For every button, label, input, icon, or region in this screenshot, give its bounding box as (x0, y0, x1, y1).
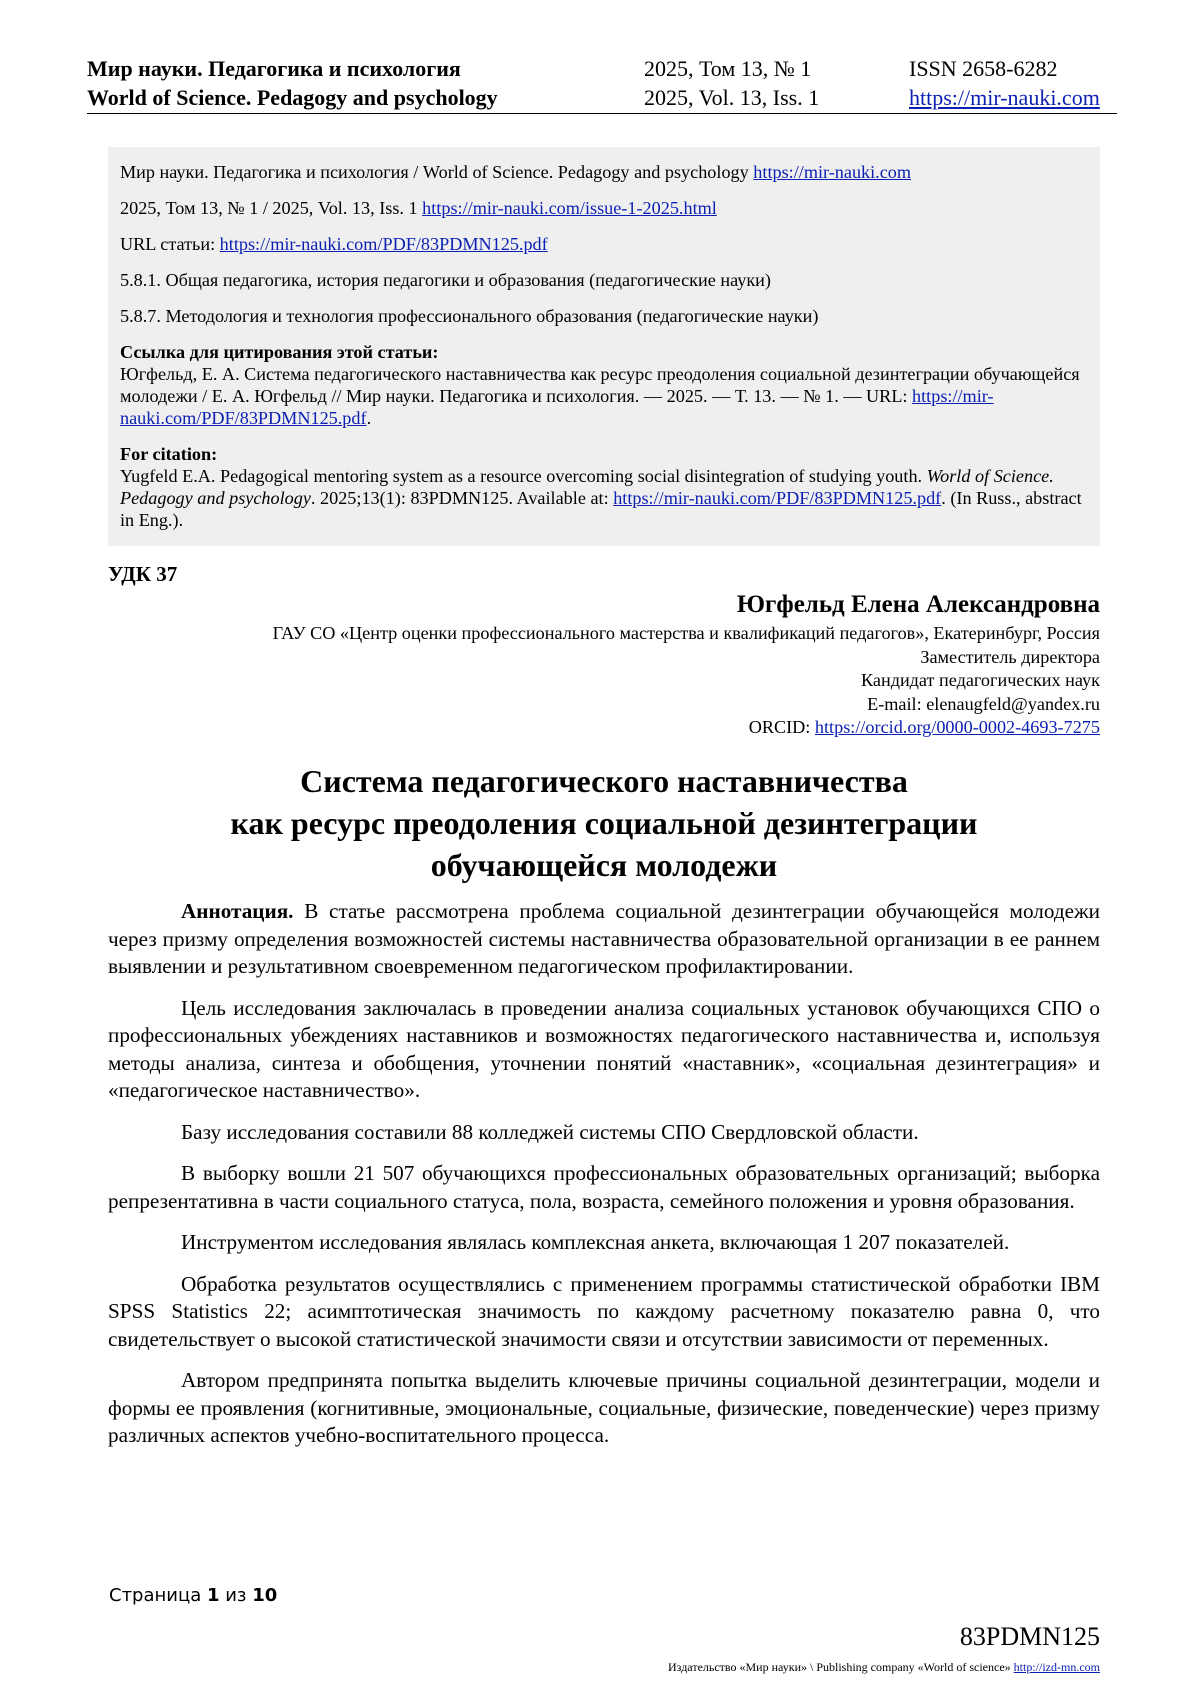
abstract-label: Аннотация. (181, 899, 294, 923)
citation-ru-label: Ссылка для цитирования этой статьи: (120, 342, 439, 362)
author-degree: Кандидат педагогических наук (861, 670, 1100, 690)
author-orcid: ORCID: https://orcid.org/0000-0002-4693-7275 (748, 717, 1100, 737)
issue-ru: 2025, Том 13, № 1 (644, 56, 812, 81)
article-id: 83PDMN125 (959, 1622, 1100, 1651)
issn: ISSN 2658-6282 (909, 56, 1058, 81)
info-journal-line: Мир науки. Педагогика и психология / World of Science. Pedagogy and psychology https://mir-nauki.com (120, 162, 912, 182)
citation-ru: Ссылка для цитирования этой статьи: Югфельд, Е. А. Система педагогического наставничества как ресурс преодоления социальной дезинтеграции обучающейся молодежи / Е. А. Югфельд // Мир науки. Педагогика и психология. — 2025. — Т. 13. — № 1. — URL: https://mir-nauki.com/PDF/83PDMN125.pdf. (120, 341, 1088, 429)
abstract-paragraph: Цель исследования заключалась в проведении анализа социальных установок обучающихся СПО о профессиональных убеждениях наставников и возможностях педагогического наставничества и, используя методы анализа, синтеза и обобщения, уточнении понятий «наставник», «социальная дезинтеграция» и «педагогическое наставничество». (108, 995, 1100, 1102)
author-affiliation: ГАУ СО «Центр оценки профессионального мастерства и квалификаций педагогов», Екатеринбург, Россия (272, 623, 1100, 643)
author-position: Заместитель директора (920, 646, 1100, 667)
journal-site-link[interactable]: https://mir-nauki.com (909, 85, 1100, 110)
citation-en-text: Yugfeld E.A. Pedagogical mentoring system as a resource overcoming social disintegration of studying youth. (120, 466, 927, 486)
info-article-url-link[interactable]: https://mir-nauki.com/PDF/83PDMN125.pdf (219, 234, 548, 254)
info-journal-link[interactable]: https://mir-nauki.com (753, 162, 912, 182)
citation-en: For citation: Yugfeld E.A. Pedagogical mentoring system as a resource overcoming social disintegration of studying youth. World of Science. Pedagogy and psychology. 2025;13(1): 83PDMN125. Available at: https://mir-nauki.com/PDF/83PDMN125.pdf. (In Russ., abstract in Eng.). (120, 443, 1088, 531)
abstract-paragraph: Автором предпринята попытка выделить ключевые причины социальной дезинтеграции, модели и формы ее проявления (когнитивные, эмоциональные, социальные, физические, поведенческие) через призму различных аспектов учебно-воспитательного процесса. (108, 1368, 1100, 1447)
udk-code: УДК 37 (108, 562, 178, 586)
abstract-paragraph: Аннотация. В статье рассмотрена проблема социальной дезинтеграции обучающейся молодежи через призму определения возможностей системы наставничества образовательной организации в ее раннем выявлении и результативном своевременном педагогическом профилактировании. (108, 899, 1100, 978)
info-url-line: URL статьи: https://mir-nauki.com/PDF/83PDMN125.pdf (120, 234, 548, 254)
abstract-paragraph: Базу исследования составили 88 колледжей системы СПО Свердловской области. (181, 1119, 919, 1144)
citation-ru-text: Югфельд, Е. А. Система педагогического наставничества как ресурс преодоления социальной дезинтеграции обучающейся молодежи / Е. А. Югфельд // Мир науки. Педагогика и психология. — 2025. — Т. 13. — № 1. — URL: (120, 364, 1080, 406)
orcid-link[interactable]: https://orcid.org/0000-0002-4693-7275 (814, 717, 1100, 737)
citation-en-label: For citation: (120, 444, 218, 464)
author-name: Югфельд Елена Александровна (736, 591, 1100, 618)
running-header (87, 54, 1117, 112)
info-specialty-1: 5.8.1. Общая педагогика, история педагогики и образования (педагогические науки) (120, 270, 771, 290)
citation-ru-link[interactable]: https://mir-nauki.com/PDF/83PDMN125.pdf (120, 386, 994, 428)
abstract-paragraph: Инструментом исследования являлась комплексная анкета, включающая 1 207 показателей. (181, 1230, 1010, 1254)
page-number: Страница 1 из 10 (109, 1585, 278, 1606)
journal-title-ru: Мир науки. Педагогика и психология (87, 56, 461, 81)
citation-info-box (108, 147, 1100, 546)
publisher-link[interactable]: http://izd-mn.com (1013, 1660, 1100, 1674)
author-block (100, 588, 1100, 740)
journal-title-en: World of Science. Pedagogy and psychology (87, 85, 498, 110)
article-title: Система педагогического наставничества как ресурс преодоления социальной дезинтеграции обучающейся молодежи (230, 763, 978, 883)
issue-en: 2025, Vol. 13, Iss. 1 (644, 85, 820, 110)
abstract-paragraph: В выборку вошли 21 507 обучающихся профессиональных образовательных организаций; выборка репрезентативна в части социального статуса, пола, возраста, семейного положения и уровня образования. (108, 1161, 1100, 1213)
abstract-body (108, 898, 1100, 1464)
author-email: E-mail: elenaugfeld@yandex.ru (867, 693, 1100, 714)
info-specialty-2: 5.8.7. Методология и технология профессионального образования (педагогические науки) (120, 306, 819, 326)
info-issue-link[interactable]: https://mir-nauki.com/issue-1-2025.html (422, 198, 717, 218)
header-divider (87, 113, 1117, 114)
info-issue-line: 2025, Том 13, № 1 / 2025, Vol. 13, Iss. 1 https://mir-nauki.com/issue-1-2025.html (120, 198, 717, 218)
citation-en-journal: World of Science. Pedagogy and psychology (120, 466, 1054, 508)
publisher-line: Издательство «Мир науки» \ Publishing company «World of science» http://izd-mn.com (668, 1660, 1100, 1674)
citation-en-link[interactable]: https://mir-nauki.com/PDF/83PDMN125.pdf (613, 488, 942, 508)
abstract-paragraph: Обработка результатов осуществлялись с применением программы статистической обработки IBM SPSS Statistics 22; асимптотическая значимость по каждому расчетному показателю равна 0, что свидетельствует о высокой статистической значимости связи и отсутствии зависимости от переменных. (108, 1271, 1100, 1351)
